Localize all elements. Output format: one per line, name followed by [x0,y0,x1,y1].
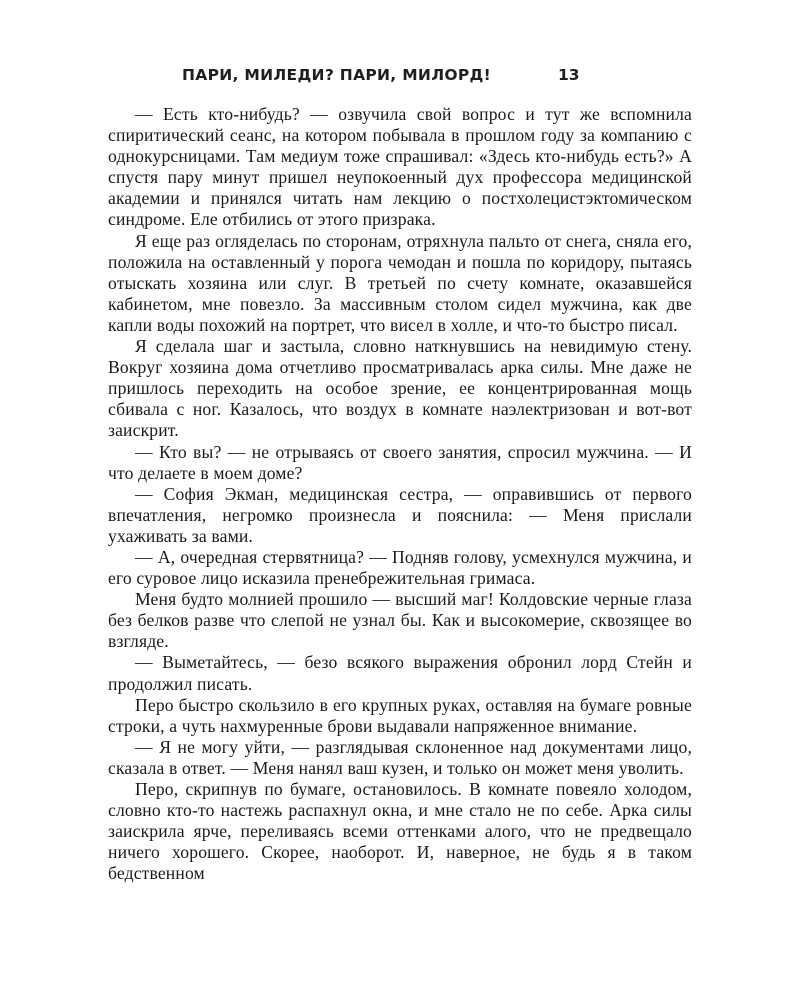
paragraph: — София Экман, медицинская сестра, — оправившись от первого впечатления, негромко произнесла и пояснила: — Меня прислали ухаживать за вами. [108,483,692,546]
paragraph: — Я не могу уйти, — разглядывая склоненное над документами лицо, сказала в ответ. — Меня нанял ваш кузен, и только он может меня уволить. [108,736,692,778]
paragraph: — Выметайтесь, — безо всякого выражения обронил лорд Стейн и продолжил писать. [108,652,692,694]
paragraph: — Кто вы? — не отрываясь от своего занятия, спросил мужчина. — И что делаете в моем доме? [108,441,692,483]
paragraph: — Есть кто-нибудь? — озвучила свой вопрос и тут же вспомнила спиритический сеанс, на котором побывала в прошлом году за компанию с однокурсницами. Там медиум тоже спрашивал: «Здесь кто-нибудь есть?» А спустя пару минут пришел неупокоенный дух профессора медицинской академии и принялся читать нам лекцию о постхолецистэктомическом синдроме. Еле отбились от этого призрака. [108,104,692,230]
paragraph: Я еще раз огляделась по сторонам, отряхнула пальто от снега, сняла его, положила на оставленный у порога чемодан и пошла по коридору, пытаясь отыскать хозяина или слуг. В третьей по счету комнате, оказавшейся кабинетом, мне повезло. За массивным столом сидел мужчина, как две капли воды похожий на портрет, что висел в холле, и что-то быстро писал. [108,230,692,335]
running-header [108,66,692,90]
paragraph: — А, очередная стервятница? — Подняв голову, усмехнулся мужчина, и его суровое лицо исказила пренебрежительная гримаса. [108,546,692,589]
paragraph: Перо быстро скользило в его крупных руках, оставляя на бумаге ровные строки, а чуть нахмуренные брови выдавали напряженное внимание. [108,694,692,736]
text-body [108,104,692,884]
paragraph: Меня будто молнией прошило — высший маг! Колдовские черные глаза без белков разве что слепой не узнал бы. Как и высокомерие, сквозящее во взгляде. [108,589,692,652]
running-title: ПАРИ, МИЛЕДИ? ПАРИ, МИЛОРД! [182,66,491,84]
paragraph: Перо, скрипнув по бумаге, остановилось. В комнате повеяло холодом, словно кто-то настежь распахнул окна, и мне стало не по себе. Арка силы заискрила ярче, переливаясь всеми оттенками алого, что не предвещало ничего хорошего. Скорее, наоборот. И, наверное, не будь я в таком бедственном [108,779,692,884]
paragraph: Я сделала шаг и застыла, словно наткнувшись на невидимую стену. Вокруг хозяина дома отчетливо просматривалась арка силы. Мне даже не пришлось переходить на особое зрение, ее концентрированная мощь сбивала с ног. Казалось, что воздух в комнате наэлектризован и вот-вот заискрит. [108,336,692,441]
page-number: 13 [558,66,580,84]
